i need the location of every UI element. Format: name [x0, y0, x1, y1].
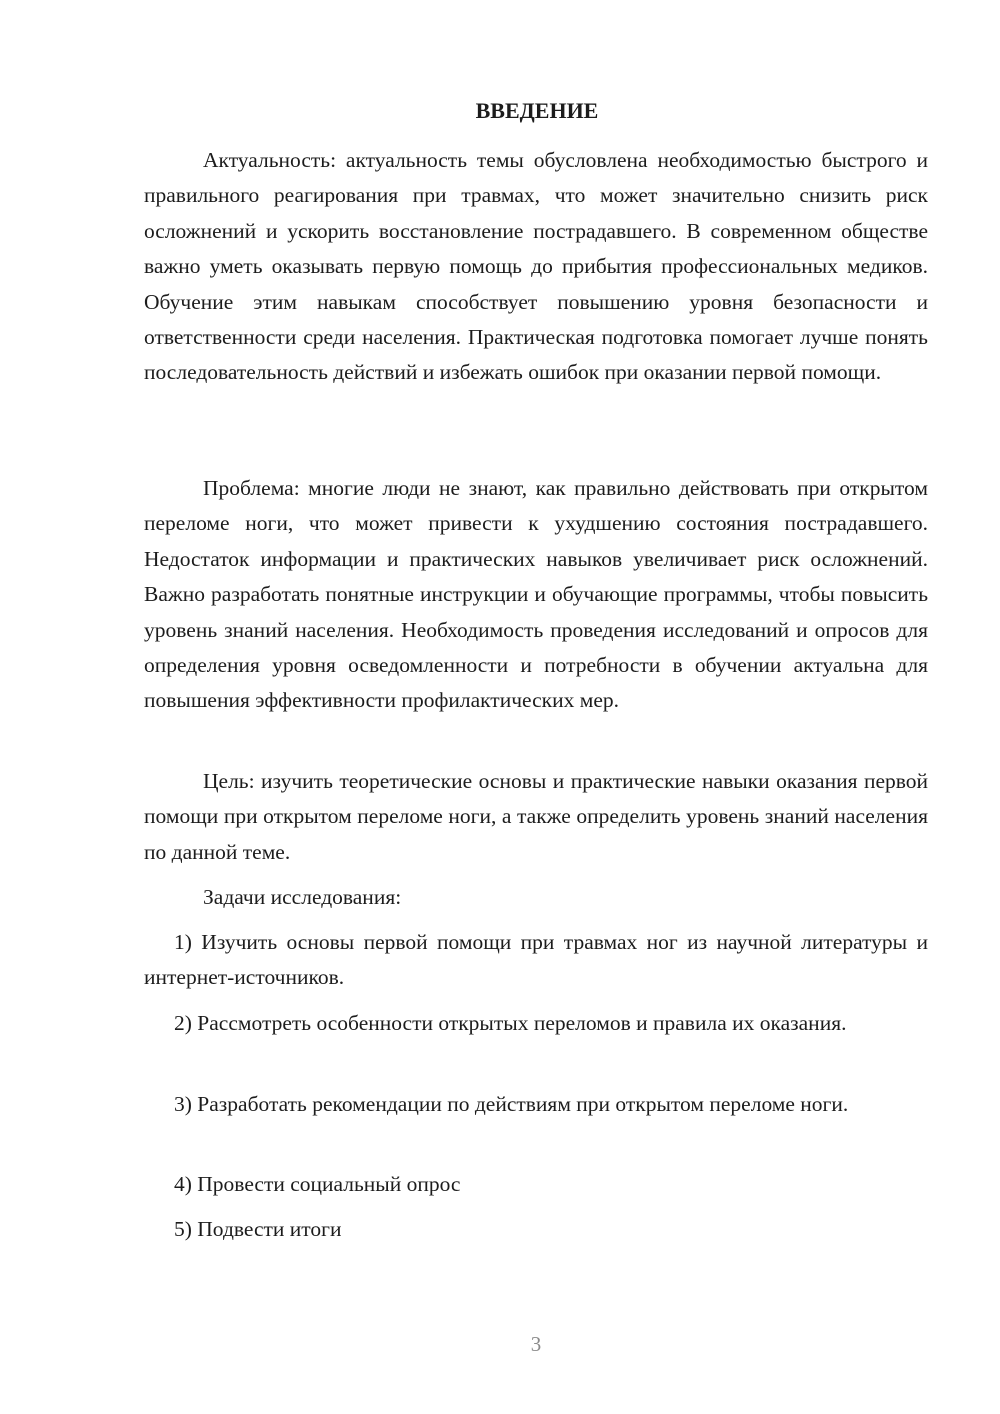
paragraph-goal: [144, 764, 928, 870]
task-item: [144, 1087, 928, 1122]
page-number: 3: [530, 1332, 542, 1356]
page-title-text: ВВЕДЕНИЕ: [475, 98, 599, 123]
paragraph-problem: [144, 471, 928, 719]
task-text: 4) Провести социальный опрос: [174, 1172, 461, 1196]
task-text: 2) Рассмотреть особенности открытых переломов и правила их оказания.: [174, 1011, 847, 1035]
task-item: [144, 1167, 928, 1202]
tasks-heading: [144, 880, 928, 915]
page-title: [36, 96, 1000, 126]
task-text: 3) Разработать рекомендации по действиям при открытом переломе ноги.: [174, 1092, 849, 1116]
task-text: 5) Подвести итоги: [174, 1217, 342, 1241]
paragraph-relevance: [144, 143, 928, 391]
task-text: 1) Изучить основы первой помощи при травмах ног из научной литературы и интернет-источников.: [144, 930, 928, 990]
paragraph-text: Цель: изучить теоретические основы и практические навыки оказания первой помощи при открытом переломе ноги, а также определить уровень знаний населения по данной теме.: [144, 769, 928, 864]
task-item: [144, 1006, 928, 1041]
paragraph-text: Проблема: многие люди не знают, как правильно действовать при открытом переломе ноги, что может привести к ухудшению состояния пострадавшего. Недостаток информации и практических навыков увеличивает риск осложнений. Важно разработать понятные инструкции и обучающие программы, чтобы повысить уровень знаний населения. Необходимость проведения исследований и опросов для определения уровня осведомленности и потребности в обучении актуальна для повышения эффективности профилактических мер.: [144, 476, 928, 713]
task-item: [144, 925, 928, 996]
task-item: [144, 1212, 928, 1247]
paragraph-text: Задачи исследования:: [203, 885, 402, 909]
paragraph-text: Актуальность: актуальность темы обусловлена необходимостью быстрого и правильного реагирования при травмах, что может значительно снизить риск осложнений и ускорить восстановление пострадавшего. В современном обществе важно уметь оказывать первую помощь до прибытия профессиональных медиков. Обучение этим навыкам способствует повышению уровня безопасности и ответственности среди населения. Практическая подготовка помогает лучше понять последовательность действий и избежать ошибок при оказании первой помощи.: [144, 148, 928, 385]
